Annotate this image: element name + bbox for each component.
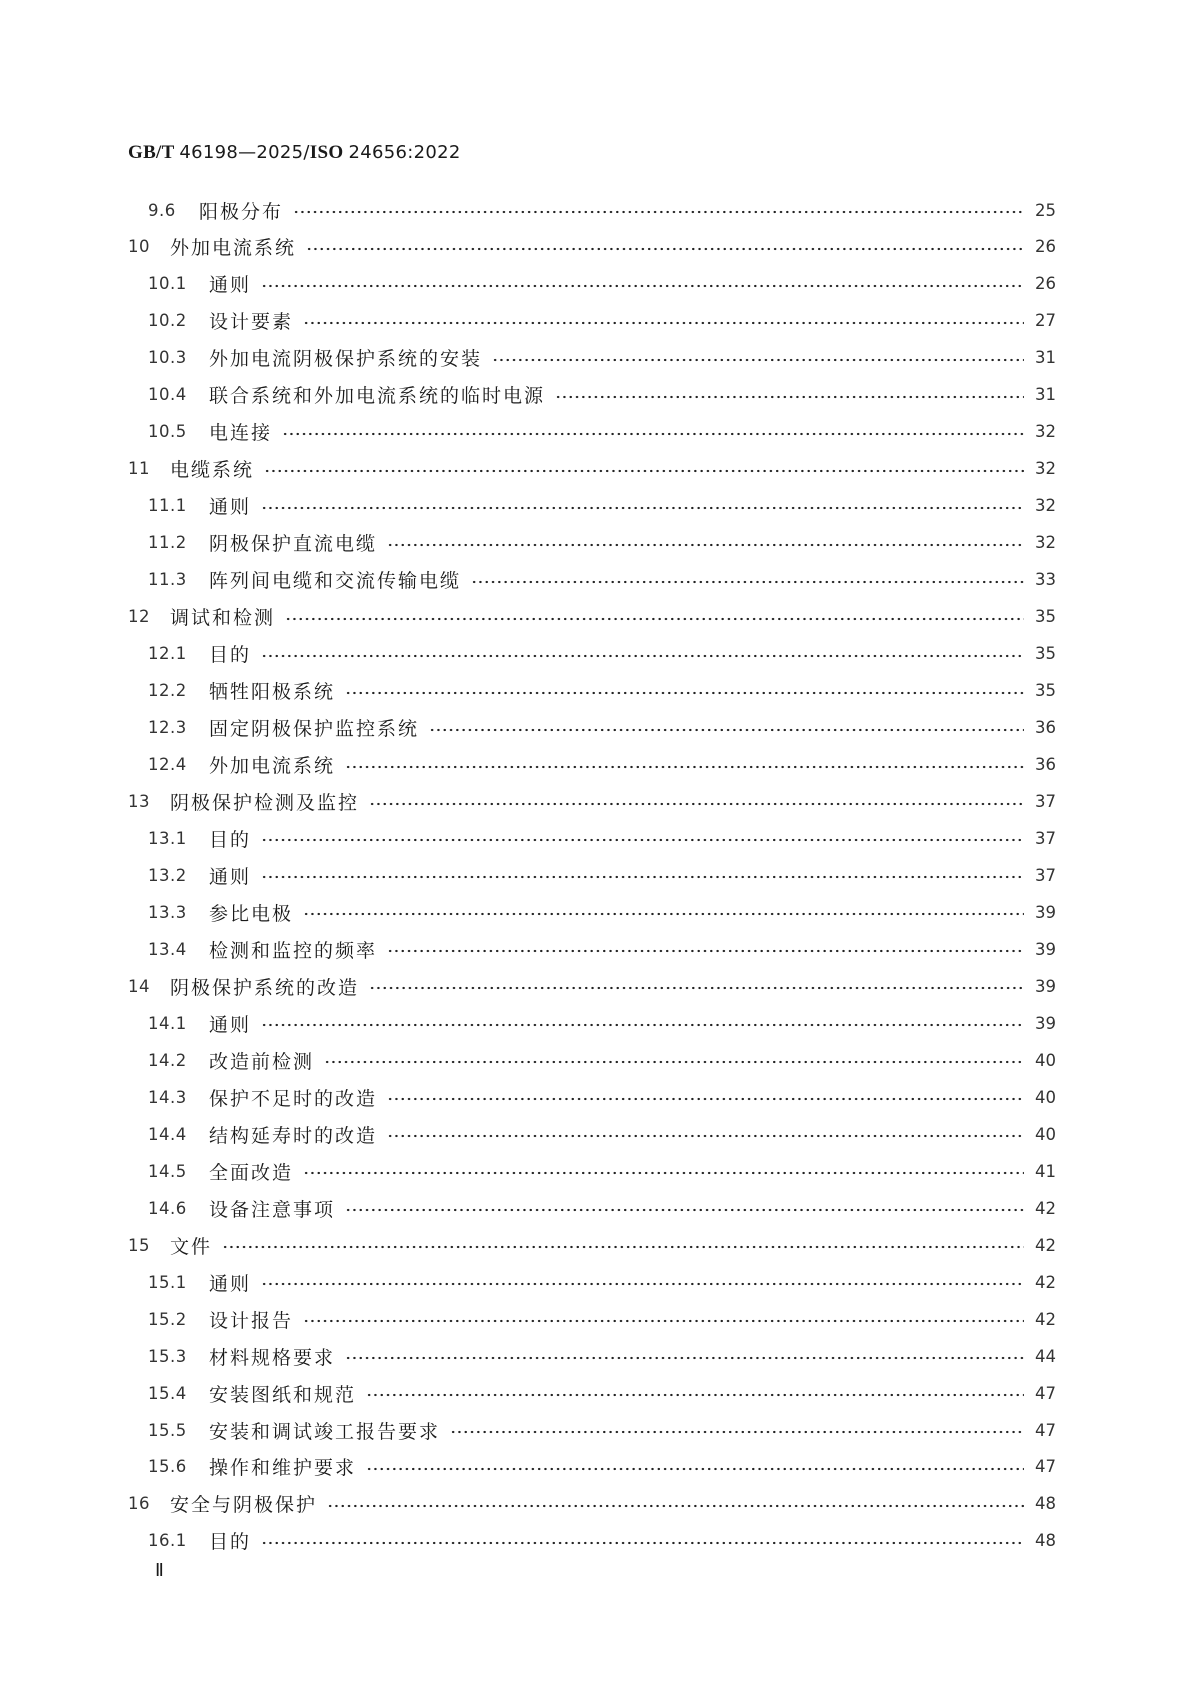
section-number: 15.4 [148, 1383, 187, 1403]
dot-leader [345, 1208, 1024, 1212]
toc-entry[interactable] [148, 271, 1056, 297]
toc-entry[interactable] [128, 604, 1056, 630]
section-number: 12.3 [148, 718, 187, 738]
page-ref: 39 [1035, 902, 1056, 922]
section-number: 15.1 [148, 1272, 187, 1292]
section-title: 牺牲阳极系统 [209, 681, 336, 704]
dot-leader [261, 506, 1024, 510]
page-ref: 27 [1035, 311, 1056, 331]
dot-leader [261, 284, 1024, 288]
section-number: 13.1 [148, 828, 187, 848]
page-ref: 48 [1035, 1531, 1056, 1551]
page-ref: 47 [1035, 1457, 1056, 1477]
page-ref: 32 [1035, 496, 1056, 516]
page-ref: 44 [1035, 1346, 1056, 1366]
section-title: 调试和检测 [170, 607, 276, 630]
section-number: 11 [128, 459, 150, 479]
toc-entry[interactable] [148, 752, 1056, 778]
section-title: 阴极保护系统的改造 [170, 976, 360, 999]
dot-leader [345, 765, 1024, 769]
toc-entry[interactable] [148, 1454, 1056, 1480]
dot-leader [261, 875, 1024, 879]
page-ref: 35 [1035, 644, 1056, 664]
section-title: 外加电流系统 [209, 755, 336, 778]
toc-entry[interactable] [148, 899, 1056, 925]
toc-entry[interactable] [148, 308, 1056, 334]
toc-entry[interactable] [148, 641, 1056, 667]
page-ref: 42 [1035, 1272, 1056, 1292]
section-number: 10.1 [148, 274, 187, 294]
section-title: 设备注意事项 [209, 1198, 336, 1221]
toc-entry[interactable] [148, 1417, 1056, 1443]
dot-leader [369, 986, 1024, 990]
section-title: 参比电极 [209, 902, 294, 925]
toc-entry[interactable] [148, 1269, 1056, 1295]
dot-leader [293, 210, 1024, 214]
dot-leader [261, 654, 1024, 658]
page-ref: 26 [1035, 274, 1056, 294]
section-number: 15.6 [148, 1457, 187, 1477]
standard-code: GB/T [128, 142, 175, 163]
section-title: 设计报告 [209, 1309, 294, 1332]
dot-leader [492, 358, 1024, 362]
section-title: 通则 [209, 1272, 252, 1295]
section-number: 16.1 [148, 1531, 187, 1551]
section-number: 11.1 [148, 496, 187, 516]
page-ref: 25 [1035, 200, 1056, 220]
section-title: 安全与阴极保护 [170, 1494, 318, 1517]
toc-entry[interactable] [148, 1010, 1056, 1036]
section-number: 15 [128, 1235, 150, 1255]
dot-leader [306, 247, 1024, 251]
toc-entry[interactable] [148, 530, 1056, 556]
toc-entry[interactable] [148, 1306, 1056, 1332]
section-title: 安装图纸和规范 [209, 1383, 357, 1406]
section-number: 11.2 [148, 533, 187, 553]
section-number: 12.2 [148, 681, 187, 701]
toc-entry[interactable] [148, 1047, 1056, 1073]
dot-leader [450, 1430, 1024, 1434]
page-ref: 42 [1035, 1198, 1056, 1218]
page-ref: 40 [1035, 1050, 1056, 1070]
toc-entry[interactable] [148, 1343, 1056, 1369]
section-number: 15.5 [148, 1420, 187, 1440]
section-title: 通则 [209, 1013, 252, 1036]
page-ref: 33 [1035, 570, 1056, 590]
toc-entry[interactable] [128, 1491, 1056, 1517]
dot-leader [429, 728, 1024, 732]
page-ref: 37 [1035, 865, 1056, 885]
toc-entry[interactable] [128, 1232, 1056, 1258]
page-ref: 32 [1035, 459, 1056, 479]
section-number: 14.6 [148, 1198, 187, 1218]
dot-leader [555, 395, 1024, 399]
section-number: 14.1 [148, 1013, 187, 1033]
section-number: 10.5 [148, 422, 187, 442]
toc-entry[interactable] [148, 715, 1056, 741]
page-ref: 36 [1035, 718, 1056, 738]
section-number: 12 [128, 607, 150, 627]
section-number: 14.4 [148, 1124, 187, 1144]
section-title: 保护不足时的改造 [209, 1087, 378, 1110]
page-ref: 31 [1035, 348, 1056, 368]
toc-entry[interactable] [148, 1158, 1056, 1184]
section-number: 10.2 [148, 311, 187, 331]
toc-entry[interactable] [128, 789, 1056, 815]
section-number: 15.2 [148, 1309, 187, 1329]
toc-entry[interactable] [148, 678, 1056, 704]
section-number: 12.4 [148, 755, 187, 775]
section-title: 目的 [209, 1531, 252, 1554]
section-title: 设计要素 [209, 311, 294, 334]
section-title: 通则 [209, 865, 252, 888]
page-ref: 47 [1035, 1383, 1056, 1403]
toc-entry[interactable] [148, 862, 1056, 888]
section-title: 电缆系统 [170, 459, 255, 482]
section-title: 结构延寿时的改造 [209, 1124, 378, 1147]
toc-entry[interactable] [128, 456, 1056, 482]
toc-entry[interactable] [148, 825, 1056, 851]
section-number: 13.2 [148, 865, 187, 885]
dot-leader [387, 1097, 1024, 1101]
dot-leader [261, 1023, 1024, 1027]
section-title: 阵列间电缆和交流传输电缆 [209, 570, 462, 593]
section-title: 目的 [209, 828, 252, 851]
section-title: 阳极分布 [199, 200, 284, 223]
toc-entry[interactable] [148, 197, 1056, 223]
page-ref: 35 [1035, 681, 1056, 701]
dot-leader [264, 469, 1024, 473]
dot-leader [303, 1319, 1024, 1323]
toc-entry[interactable] [148, 382, 1056, 408]
toc-entry[interactable] [148, 419, 1056, 445]
section-number: 11.3 [148, 570, 187, 590]
section-title: 阴极保护检测及监控 [170, 792, 360, 815]
toc-entry[interactable] [148, 1195, 1056, 1221]
section-title: 外加电流阴极保护系统的安装 [209, 348, 483, 371]
dot-leader [261, 838, 1024, 842]
dot-leader [261, 1282, 1024, 1286]
iso-code: ISO [309, 142, 344, 163]
section-title: 电连接 [209, 422, 273, 445]
page-ref: 48 [1035, 1494, 1056, 1514]
section-title: 安装和调试竣工报告要求 [209, 1420, 441, 1443]
section-number: 14.2 [148, 1050, 187, 1070]
dot-leader [285, 617, 1024, 621]
section-number: 12.1 [148, 644, 187, 664]
section-title: 通则 [209, 496, 252, 519]
section-number: 15.3 [148, 1346, 187, 1366]
dot-leader [387, 949, 1024, 953]
section-title: 联合系统和外加电流系统的临时电源 [209, 385, 546, 408]
iso-number: 24656:2022 [348, 142, 461, 163]
section-number: 16 [128, 1494, 150, 1514]
section-number: 14.3 [148, 1087, 187, 1107]
section-number: 13 [128, 792, 150, 812]
dot-leader [345, 1356, 1024, 1360]
page-ref: 37 [1035, 792, 1056, 812]
dot-leader [222, 1245, 1024, 1249]
dot-leader [303, 321, 1024, 325]
dot-leader [303, 1171, 1024, 1175]
page-ref: 32 [1035, 422, 1056, 442]
section-number: 14 [128, 976, 150, 996]
section-number: 10 [128, 237, 150, 257]
toc-entry[interactable] [148, 936, 1056, 962]
page-ref: 37 [1035, 828, 1056, 848]
page-ref: 39 [1035, 976, 1056, 996]
standard-number: 46198—2025/ [179, 142, 310, 163]
section-title: 全面改造 [209, 1161, 294, 1184]
section-title: 外加电流系统 [170, 237, 297, 260]
section-number: 14.5 [148, 1161, 187, 1181]
page-ref: 39 [1035, 939, 1056, 959]
section-number: 10.4 [148, 385, 187, 405]
toc-entry[interactable] [128, 234, 1056, 260]
page-ref: 40 [1035, 1124, 1056, 1144]
section-title: 材料规格要求 [209, 1346, 336, 1369]
dot-leader [387, 543, 1024, 547]
section-title: 操作和维护要求 [209, 1457, 357, 1480]
page-ref: 42 [1035, 1309, 1056, 1329]
dot-leader [345, 691, 1024, 695]
section-title: 阴极保护直流电缆 [209, 533, 378, 556]
page-ref: 31 [1035, 385, 1056, 405]
page-ref: 35 [1035, 607, 1056, 627]
page-ref: 32 [1035, 533, 1056, 553]
dot-leader [471, 580, 1024, 584]
toc-entry[interactable] [148, 1121, 1056, 1147]
section-number: 13.4 [148, 939, 187, 959]
page-ref: 41 [1035, 1161, 1056, 1181]
dot-leader [303, 912, 1024, 916]
dot-leader [324, 1060, 1024, 1064]
page-ref: 42 [1035, 1235, 1056, 1255]
section-title: 改造前检测 [209, 1050, 315, 1073]
section-number: 10.3 [148, 348, 187, 368]
toc-entry[interactable] [128, 973, 1056, 999]
dot-leader [369, 802, 1024, 806]
toc-entry[interactable] [148, 1084, 1056, 1110]
dot-leader [261, 1541, 1024, 1545]
page-ref: 47 [1035, 1420, 1056, 1440]
section-title: 文件 [170, 1235, 213, 1258]
page-ref: 40 [1035, 1087, 1056, 1107]
page-ref: 36 [1035, 755, 1056, 775]
dot-leader [387, 1134, 1024, 1138]
section-title: 通则 [209, 274, 252, 297]
page-number: Ⅱ [155, 1560, 164, 1580]
toc-entry[interactable] [148, 1380, 1056, 1406]
section-number: 13.3 [148, 902, 187, 922]
toc-entry[interactable] [148, 345, 1056, 371]
section-title: 目的 [209, 644, 252, 667]
toc-entry[interactable] [148, 493, 1056, 519]
dot-leader [327, 1504, 1024, 1508]
dot-leader [366, 1393, 1024, 1397]
page-ref: 26 [1035, 237, 1056, 257]
section-number: 9.6 [148, 200, 176, 220]
section-title: 固定阴极保护监控系统 [209, 718, 420, 741]
document-header [128, 142, 461, 164]
section-title: 检测和监控的频率 [209, 939, 378, 962]
toc-entry[interactable] [148, 567, 1056, 593]
toc-entry[interactable] [148, 1528, 1056, 1554]
dot-leader [366, 1467, 1024, 1471]
dot-leader [282, 432, 1024, 436]
page-ref: 39 [1035, 1013, 1056, 1033]
